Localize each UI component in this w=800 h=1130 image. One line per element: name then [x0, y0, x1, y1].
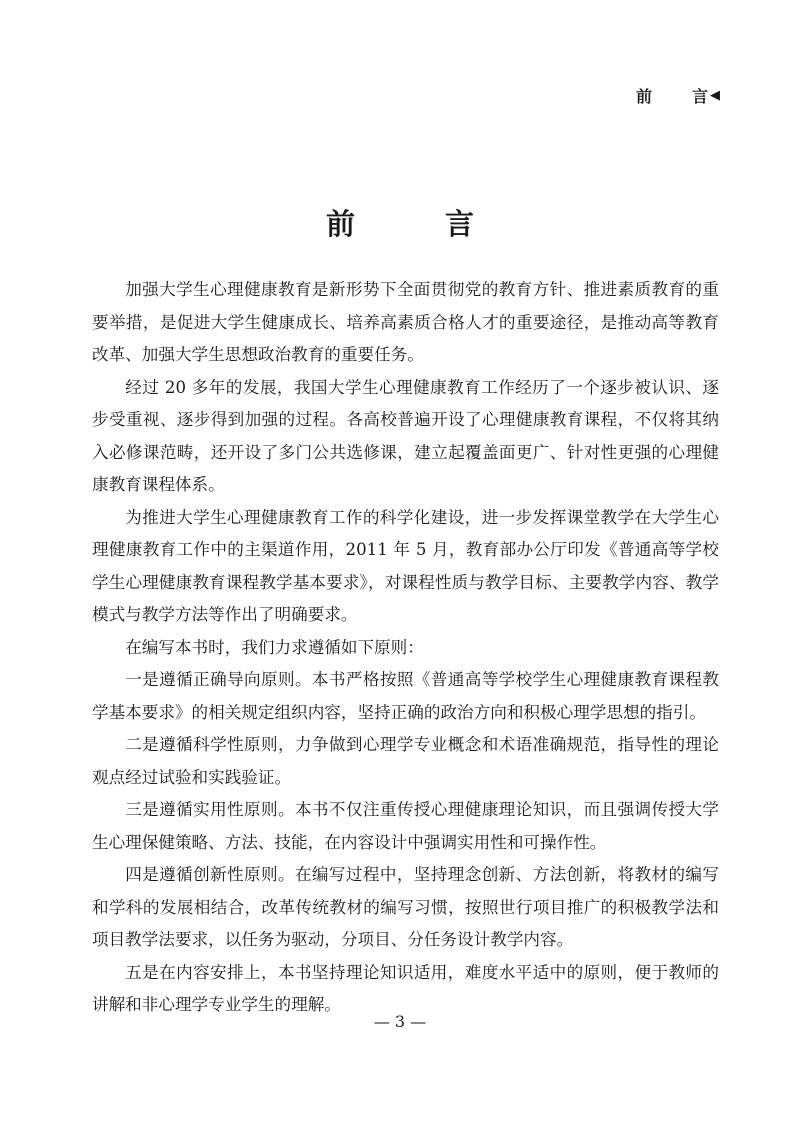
paragraph-1: 加强大学生心理健康教育是新形势下全面贯彻党的教育方针、推进素质教育的重要举措，是促进大学生健康成长、培养高素质合格人才的重要途径，是推动高等教育改革、加强大学生思想政治教育的重要任务。 [92, 280, 719, 364]
paragraph-7: 三是遵循实用性原则。本书不仅注重传授心理健康理论知识，而且强调传授大学生心理保健策略、方法、技能，在内容设计中强调实用性和可操作性。 [92, 800, 719, 852]
running-header [636, 84, 720, 107]
paragraph-2: 经过 20 多年的发展，我国大学生心理健康教育工作经历了一个逐步被认识、逐步受重视、逐步得到加强的过程。各高校普遍开设了心理健康教育课程，不仅将其纳入必修课范畴，还开设了多门公共选修课，建立起覆盖面更广、针对性更强的心理健康教育课程体系。 [92, 377, 719, 494]
paragraph-9: 五是在内容安排上，本书坚持理论知识适用，难度水平适中的原则，便于教师的讲解和非心理学专业学生的理解。 [92, 962, 719, 1014]
page-title-char-1: 前 [325, 207, 355, 241]
paragraph-8: 四是遵循创新性原则。在编写过程中，坚持理念创新、方法创新，将教材的编写和学科的发展相结合，改革传统教材的编写习惯，按照世行项目推广的积极教学法和项目教学法要求，以任务为驱动，分项目、分任务设计教学内容。 [92, 865, 719, 949]
paragraph-3: 为推进大学生心理健康教育工作的科学化建设，进一步发挥课堂教学在大学生心理健康教育工作中的主渠道作用，2011 年 5 月，教育部办公厅印发《普通高等学校学生心理健康教育课程教学基本要求》，对课程性质与教学目标、主要教学内容、教学模式与教学方法等作出了明确要求。 [92, 507, 719, 624]
page-number: — 3 — [373, 1012, 427, 1031]
paragraph-6: 二是遵循科学性原则，力争做到心理学专业概念和术语准确规范，指导性的理论观点经过试验和实践验证。 [92, 735, 719, 787]
running-header-text-1: 前 [635, 87, 652, 106]
running-header-text-2: 言 [691, 87, 708, 106]
preface-body [92, 274, 719, 1022]
paragraph-4: 在编写本书时，我们力求遵循如下原则： [125, 637, 424, 657]
page-title-char-2: 言 [445, 207, 475, 241]
left-triangle-icon: ◀ [710, 88, 720, 103]
page-title [0, 202, 800, 243]
paragraph-5: 一是遵循正确导向原则。本书严格按照《普通高等学校学生心理健康教育课程教学基本要求》的相关规定组织内容，坚持正确的政治方向和积极心理学思想的指引。 [92, 670, 719, 722]
